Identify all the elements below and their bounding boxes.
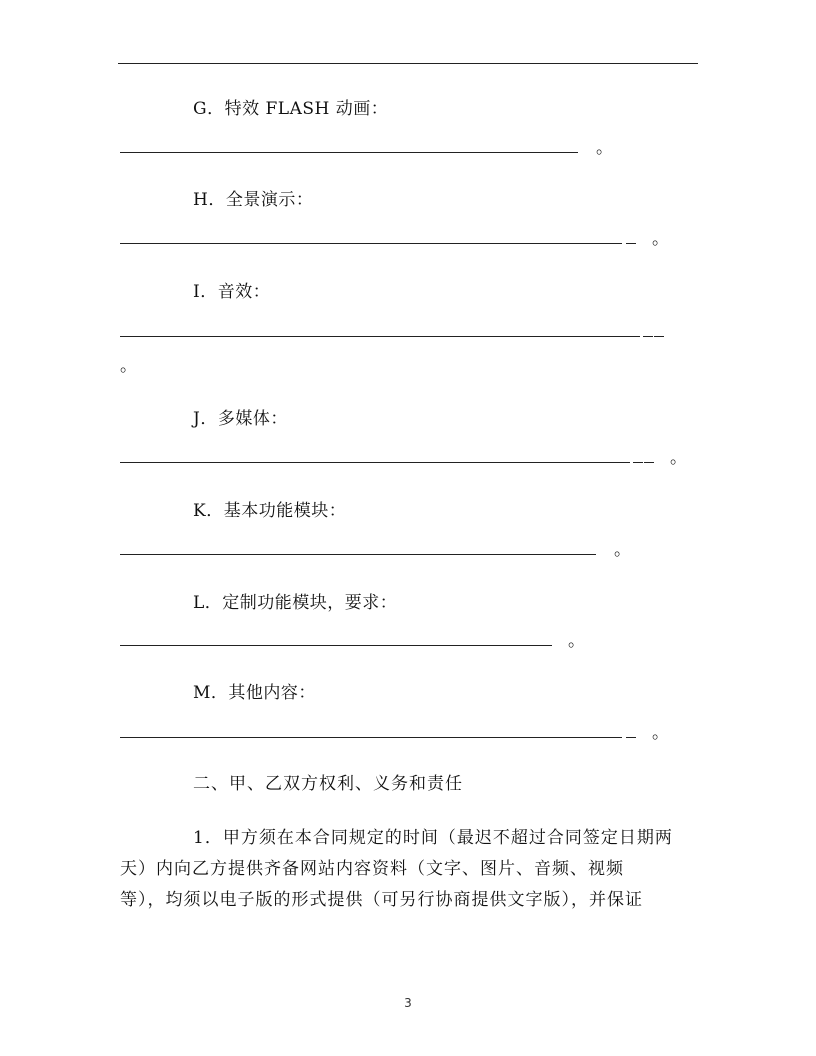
item-m-blank	[120, 737, 622, 738]
item-j-blank	[120, 462, 630, 463]
item-i-blank	[120, 336, 640, 337]
item-i-dash-2	[654, 336, 664, 337]
item-i-dash-1	[643, 336, 653, 337]
item-k-period: 。	[614, 540, 631, 560]
item-m-period: 。	[652, 723, 669, 743]
item-l-period: 。	[568, 631, 585, 651]
item-g-blank	[120, 152, 578, 153]
item-j-period: 。	[670, 448, 687, 468]
item-j-label: J．多媒体：	[193, 409, 288, 429]
paragraph-line-3: 等），均须以电子版的形式提供（可另行协商提供文字版），并保证	[120, 890, 643, 910]
item-h-blank	[120, 243, 622, 244]
item-i-period: 。	[120, 356, 137, 376]
item-j-dash-1	[633, 462, 643, 463]
item-m-dash	[626, 737, 636, 738]
item-h-period: 。	[652, 229, 669, 249]
clause-paragraph	[120, 823, 700, 916]
item-h-dash	[626, 243, 636, 244]
item-g-period: 。	[596, 138, 613, 158]
item-k-blank	[120, 554, 596, 555]
item-j-dash-2	[644, 462, 654, 463]
page-number: 3	[404, 996, 412, 1010]
paragraph-line-1: 1．甲方须在本合同规定的时间（最迟不超过合同签定日期两	[193, 828, 673, 848]
item-i-label: I．音效：	[193, 282, 271, 302]
item-l-label: L．定制功能模块，要求：	[193, 593, 398, 613]
header-rule	[118, 63, 698, 64]
item-h-label: H．全景演示：	[193, 190, 314, 210]
item-l-blank	[120, 645, 552, 646]
section-heading: 二、甲、乙双方权利、义务和责任	[193, 774, 463, 794]
item-k-label: K．基本功能模块：	[193, 501, 347, 521]
paragraph-line-2: 天）内向乙方提供齐备网站内容资料（文字、图片、音频、视频	[120, 859, 624, 879]
item-g-label: G．特效 FLASH 动画：	[193, 99, 389, 119]
item-m-label: M．其他内容：	[193, 683, 316, 703]
